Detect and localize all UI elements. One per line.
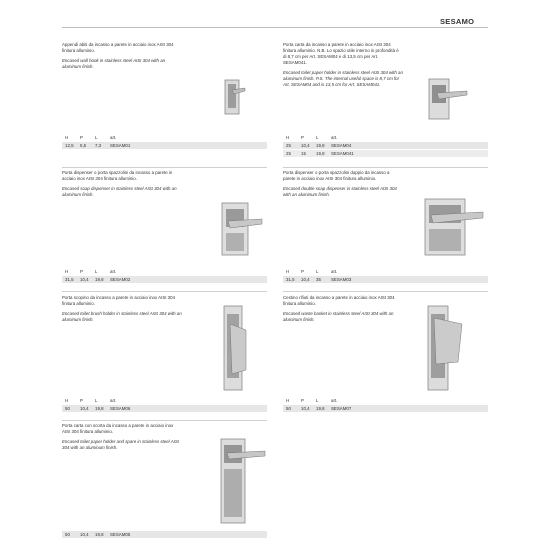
table-row: 31,5 10,4 35 SESAM03 [283, 276, 488, 283]
section-divider [283, 167, 488, 168]
spec-table-brush-holder: H P L art. 50 10,4 19,8 SESAM06 [62, 397, 267, 412]
description-italian: Porta scopino da incasso a parete in acciaio inox AISI 304 finitura alluminio. [62, 295, 176, 306]
description-italian: Porta carta da incasso a parete in acciaio inox AISI 304 finitura alluminio. N.B. Lo spazio utile interno in profondità è di 8,7 cm per Art. SESAM04 e di 13,5 cm per Art. SESAM041. [283, 42, 399, 65]
description-italian: Porta dispenser o porta spazzolini da incasso a parete in acciaio inox AISI 304 finitura alluminio. [62, 170, 173, 181]
spec-table-waste-basket: H P L art. 50 10,4 19,8 SESAM07 [283, 397, 488, 412]
description-english: Encased soap dispenser in stainless steel AISI 304 with an aluminum finish. [62, 186, 177, 197]
description-english: Encased toilet brush holder in stainless steel AISI 304 with an aluminum finish. [62, 311, 182, 322]
product-card-wall-hook [62, 42, 267, 70]
description-english: Encased toilet paper holder in stainless steel AISI 304 with an aluminum finish. P.S. The internal useful space is 8,7 cm for Art. SESAM04 and is 13,5 cm for Art. SESAM041. [283, 70, 403, 87]
section-divider [283, 291, 488, 292]
spec-table-wall-hook [62, 134, 267, 149]
description-italian: Cestino rifiuti da incasso a parete in acciaio inox AISI 304 finitura alluminio. [283, 295, 395, 306]
table-row: 50 10,4 19,8 SESAM07 [283, 405, 488, 412]
product-photo-double-soap-dispenser [420, 195, 486, 261]
product-photo-waste-basket [420, 303, 468, 395]
spec-table-paper-holder: H P L art. 25 10,4 19,8 SESAM04 25 15 19,8 SESAM041 [283, 134, 488, 157]
header-art: art. [110, 135, 117, 140]
header-p: P [80, 135, 83, 140]
product-photo-paper-holder [420, 72, 472, 127]
spec-table-soap-dispenser: H P L art. 31,5 10,4 19,8 SESAM02 [62, 268, 267, 283]
description-english: Encased double soap dispenser in stainless steel AISI 304 with an aluminum finish. [283, 186, 397, 197]
table-row: 12,5 5,5 7,3 SESAM01 [62, 142, 267, 149]
product-photo-soap-dispenser [214, 200, 266, 260]
product-card-soap-dispenser [62, 170, 267, 198]
spec-table-double-soap-dispenser: H P L art. 31,5 10,4 35 SESAM03 [283, 268, 488, 283]
section-divider [62, 420, 267, 421]
description-english: Encased wall hook in stainless steel AISI 304 with an aluminum finish. [62, 58, 166, 69]
section-divider [62, 291, 267, 292]
header-h: H [65, 135, 69, 140]
product-photo-paper-holder-spare [210, 436, 268, 528]
product-card-double-soap-dispenser [283, 170, 488, 198]
table-row: 25 15 19,8 SESAM041 [283, 150, 488, 157]
header-l: L [95, 135, 98, 140]
description-italian: Porta carta con scorta da incasso a parete in acciaio inox AISI 304 finitura alluminio. [62, 423, 174, 434]
product-photo-brush-holder [214, 303, 254, 395]
brand-title: SESAMO [440, 17, 475, 26]
description-italian: Porta dispenser o porta spazzolini doppio da incasso a parete in acciaio inox AISI 304 finitura alluminio. [283, 170, 390, 181]
section-divider [62, 167, 267, 168]
description-italian: Appendi abiti da incasso a parete in acciaio inox AISI 304 finitura alluminio. [62, 42, 174, 53]
table-row: 25 10,4 19,8 SESAM04 [283, 142, 488, 149]
product-photo-wall-hook [214, 78, 254, 118]
table-row: 50 10,4 19,8 SESAM06 [62, 405, 267, 412]
description-english: Encased waste basket in stainless steel AISI 304 with an aluminum finish. [283, 311, 394, 322]
header-divider [62, 27, 488, 28]
spec-table-paper-holder-spare [62, 530, 267, 538]
table-row: 50 10,4 19,8 SESAM05 [62, 531, 267, 538]
table-row: 31,5 10,4 19,8 SESAM02 [62, 276, 267, 283]
description-english: Encased toilet paper holder and spare in stainless steel AISI 304 with an aluminum finish. [62, 439, 179, 450]
